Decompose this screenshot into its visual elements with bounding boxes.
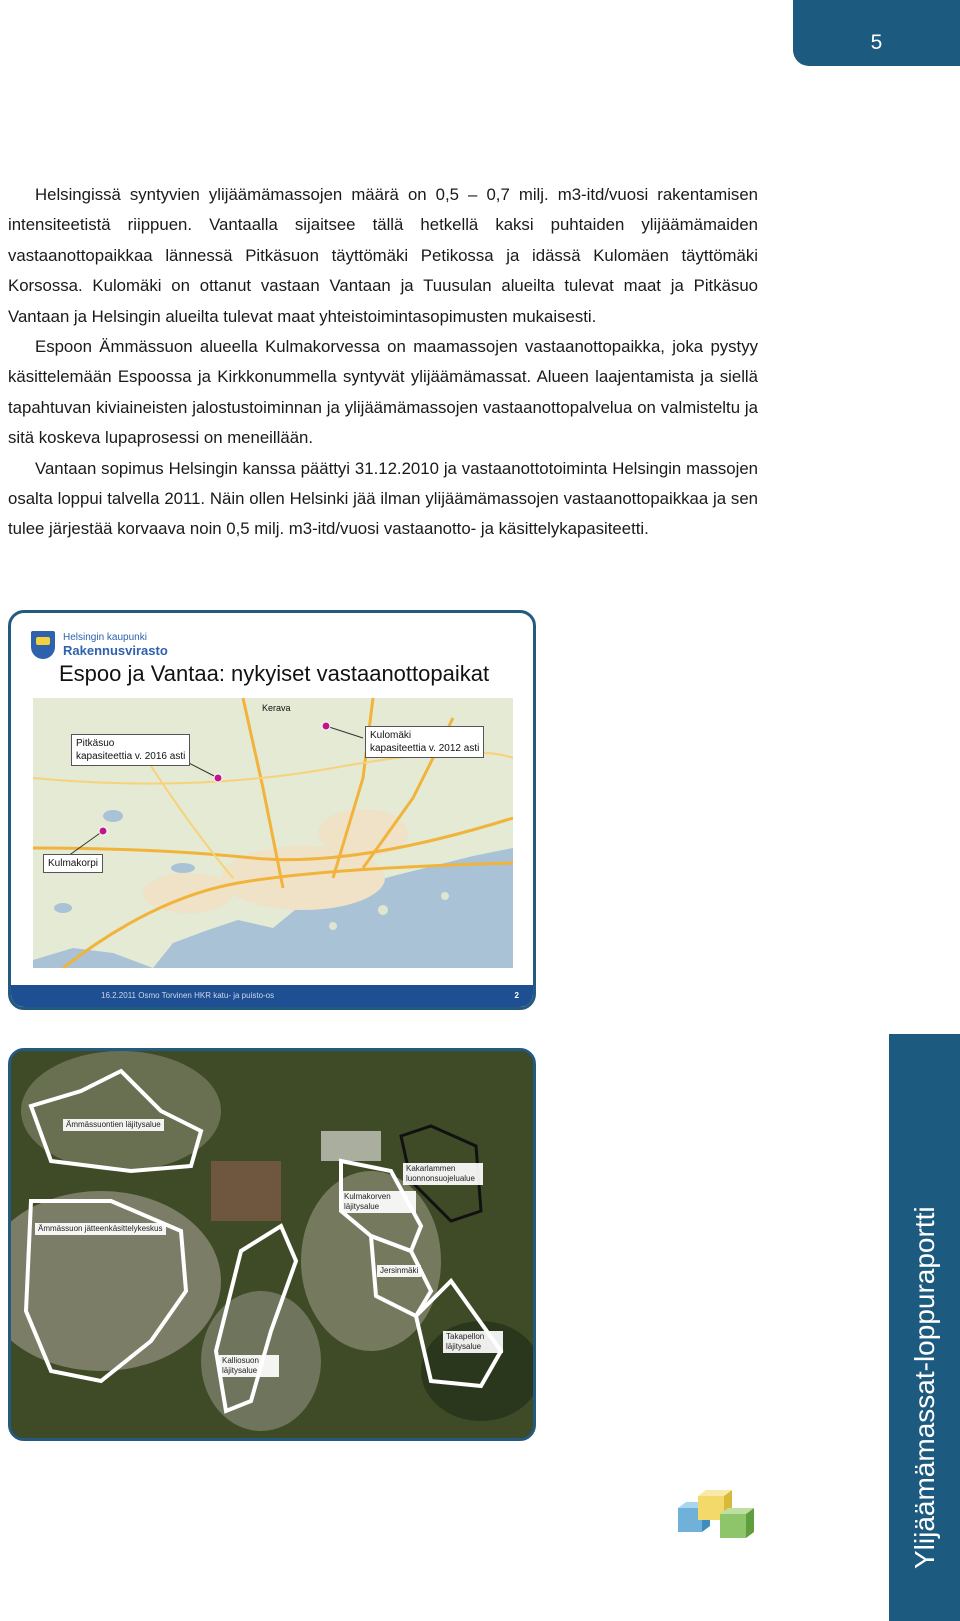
kulomaki-name: Kulomäki [370, 730, 412, 741]
paragraph-3: Vantaan sopimus Helsingin kanssa päättyi 31.12.2010 ja vastaanottotoiminta Helsingin massojen osalta loppui talvella 2011. Näin ollen Helsinki jää ilman ylijäämämassojen vastaanottopaikkaa ja sen tulee järjestää korvaava noin 0,5 milj. m3-itd/vuosi vastaanotto- ja käsittelykapasiteetti. [8, 458, 758, 539]
page-number-tab [793, 0, 960, 66]
slide-footer-text: 16.2.2011 Osmo Torvinen HKR katu- ja puisto-os [101, 991, 275, 1000]
label-kulmakorvi: Kulmakorven läjitysalue [341, 1191, 416, 1213]
slide-footer [11, 985, 533, 1007]
label-takapelto: Takapellon läjitysalue [443, 1331, 503, 1353]
slide-number: 2 [514, 991, 519, 1000]
aerial-graphic [11, 1051, 533, 1438]
road-map [33, 698, 513, 968]
logo-text [63, 632, 168, 658]
label-kulomaki [365, 726, 484, 758]
label-ammassuo-waste: Ämmässuon jätteenkäsittelykeskus [35, 1223, 166, 1235]
pitkasuo-capacity: kapasiteettia v. 2016 asti [76, 751, 186, 762]
side-title: Ylijäämämassat-loppuraportti [908, 1206, 940, 1569]
side-title-strip [889, 1034, 960, 1621]
paragraph-1: Helsingissä syntyvien ylijäämämassojen määrä on 0,5 – 0,7 milj. m3-itd/vuosi rakentamisen intensiteetistä riippuen. Vantaalla sijaitsee tällä hetkellä kaksi puhtaiden ylijäämämaiden vastaanottopaikkaa lännessä Pitkäsuon täyttömäki Petikossa ja idässä Kulomäen täyttömäki Korsossa. Kulomäki on ottanut vastaan Vantaan ja Tuusulan alueilta tulevat maat ja Pitkäsuo Vantaan ja Helsingin alueilta tulevat maat yhteistoimintasopimusten mukaisesti. [8, 185, 758, 326]
slide-map-figure [8, 610, 536, 1010]
label-ammassuo-storage: Ämmässuontien läjitysalue [63, 1119, 164, 1131]
paragraph-2: Espoon Ämmässuon alueella Kulmakorvessa on maamassojen vastaanottopaikka, joka pystyy käsittelemään Espoossa ja Kirkkonummella syntyvät ylijäämämassat. Alueen laajentamista ja siellä tapahtuvan kiviaineisten jalostustoiminnan ja ylijäämämassojen vastaanottopalvelua on valmisteltu ja sitä koskeva lupaprosessi on meneillään. [8, 337, 758, 448]
body-text [8, 180, 758, 545]
city-crest-icon [31, 631, 55, 659]
pitkasuo-name: Pitkäsuo [76, 738, 115, 749]
label-kerava: Kerava [262, 703, 291, 713]
label-pitkasuo [71, 734, 190, 766]
label-jersinmaki: Jersinmäki [377, 1265, 421, 1277]
helsinki-logo [31, 631, 168, 659]
org-big-text: Rakennusvirasto [63, 643, 168, 658]
org-small-text: Helsingin kaupunki [63, 632, 147, 643]
cubes-logo-icon [668, 1486, 760, 1547]
label-kalliosuo: Kalliosuon läjitysalue [219, 1355, 279, 1377]
label-kulmakorpi: Kulmakorpi [43, 854, 103, 873]
aerial-photo-figure [8, 1048, 536, 1441]
page-number: 5 [870, 31, 883, 54]
kulomaki-capacity: kapasiteettia v. 2012 asti [370, 743, 480, 754]
label-kakarlammi: Kakarlammen luonnonsuojelualue [403, 1163, 483, 1185]
slide-title: Espoo ja Vantaa: nykyiset vastaanottopaikat [59, 661, 490, 686]
